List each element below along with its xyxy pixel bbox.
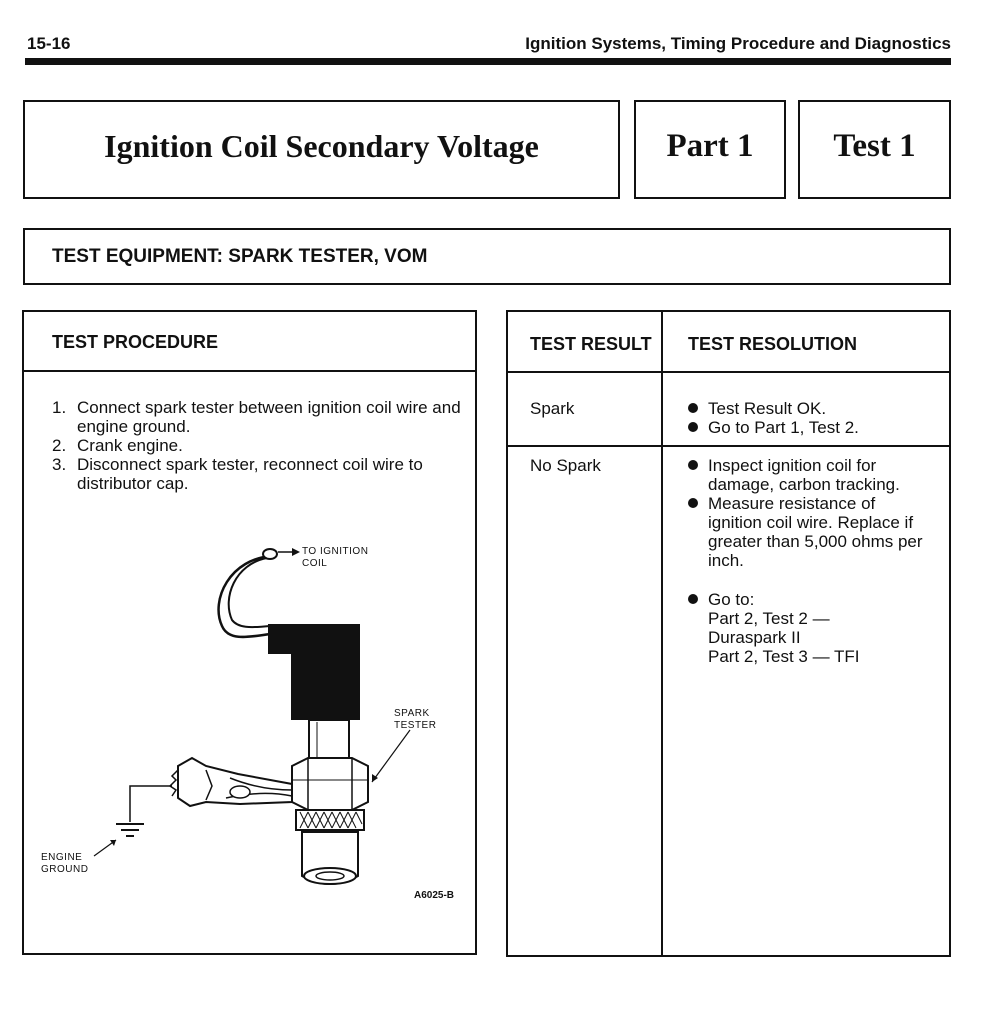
column-header-test-result: TEST RESULT (530, 334, 652, 354)
resolution-item: Go to: Part 2, Test 2 — Duraspark II Part 2, Test 3 — TFI (688, 590, 928, 666)
test-procedure-heading: TEST PROCEDURE (52, 332, 219, 352)
label-engine-ground: ENGINE GROUND (41, 852, 89, 875)
procedure-divider (24, 370, 475, 372)
header-rule (25, 58, 951, 65)
part-box (634, 100, 786, 199)
table-row-result: Spark (530, 399, 575, 418)
procedure-step: 2. Crank engine. (52, 436, 183, 455)
resolution-item: Measure resistance of ignition coil wire. Replace if greater than 5,000 ohms per inch. (688, 494, 928, 570)
page-title: Ignition Coil Secondary Voltage (104, 128, 539, 164)
resolution-item: Test Result OK. (688, 399, 938, 418)
resolution-item: Go to Part 1, Test 2. (688, 418, 938, 437)
test-equipment-text: TEST EQUIPMENT: SPARK TESTER, VOM (52, 246, 428, 267)
procedure-step: 3. Disconnect spark tester, reconnect coil wire to distributor cap. (52, 455, 423, 493)
bullet-icon (688, 460, 698, 470)
table-row-result: No Spark (530, 456, 601, 475)
procedure-step: 1. Connect spark tester between ignition coil wire and engine ground. (52, 398, 461, 436)
bullet-icon (688, 422, 698, 432)
label-to-ignition-coil: TO IGNITION COIL (302, 546, 369, 569)
table-header-divider (508, 371, 949, 373)
spark-tester-figure (30, 540, 470, 920)
test-equipment-box (23, 228, 951, 285)
table-row-resolution (688, 399, 938, 437)
procedure-steps (52, 398, 472, 493)
running-title: Ignition Systems, Timing Procedure and Diagnostics (525, 34, 951, 53)
bullet-icon (688, 403, 698, 413)
bullet-icon (688, 498, 698, 508)
label-spark-tester: SPARK TESTER (394, 708, 437, 731)
part-label: Part 1 (666, 128, 754, 164)
bullet-icon (688, 594, 698, 604)
test-box (798, 100, 951, 199)
test-results-table (506, 310, 951, 957)
table-column-divider (661, 312, 663, 955)
test-label: Test 1 (833, 128, 916, 164)
page-number: 15-16 (27, 34, 71, 53)
resolution-item: Inspect ignition coil for damage, carbon tracking. (688, 456, 928, 494)
figure-code: A6025-B (414, 890, 455, 901)
table-row-divider (508, 445, 949, 447)
title-box (23, 100, 620, 199)
column-header-test-resolution: TEST RESOLUTION (688, 334, 858, 354)
table-row-resolution (688, 456, 928, 666)
